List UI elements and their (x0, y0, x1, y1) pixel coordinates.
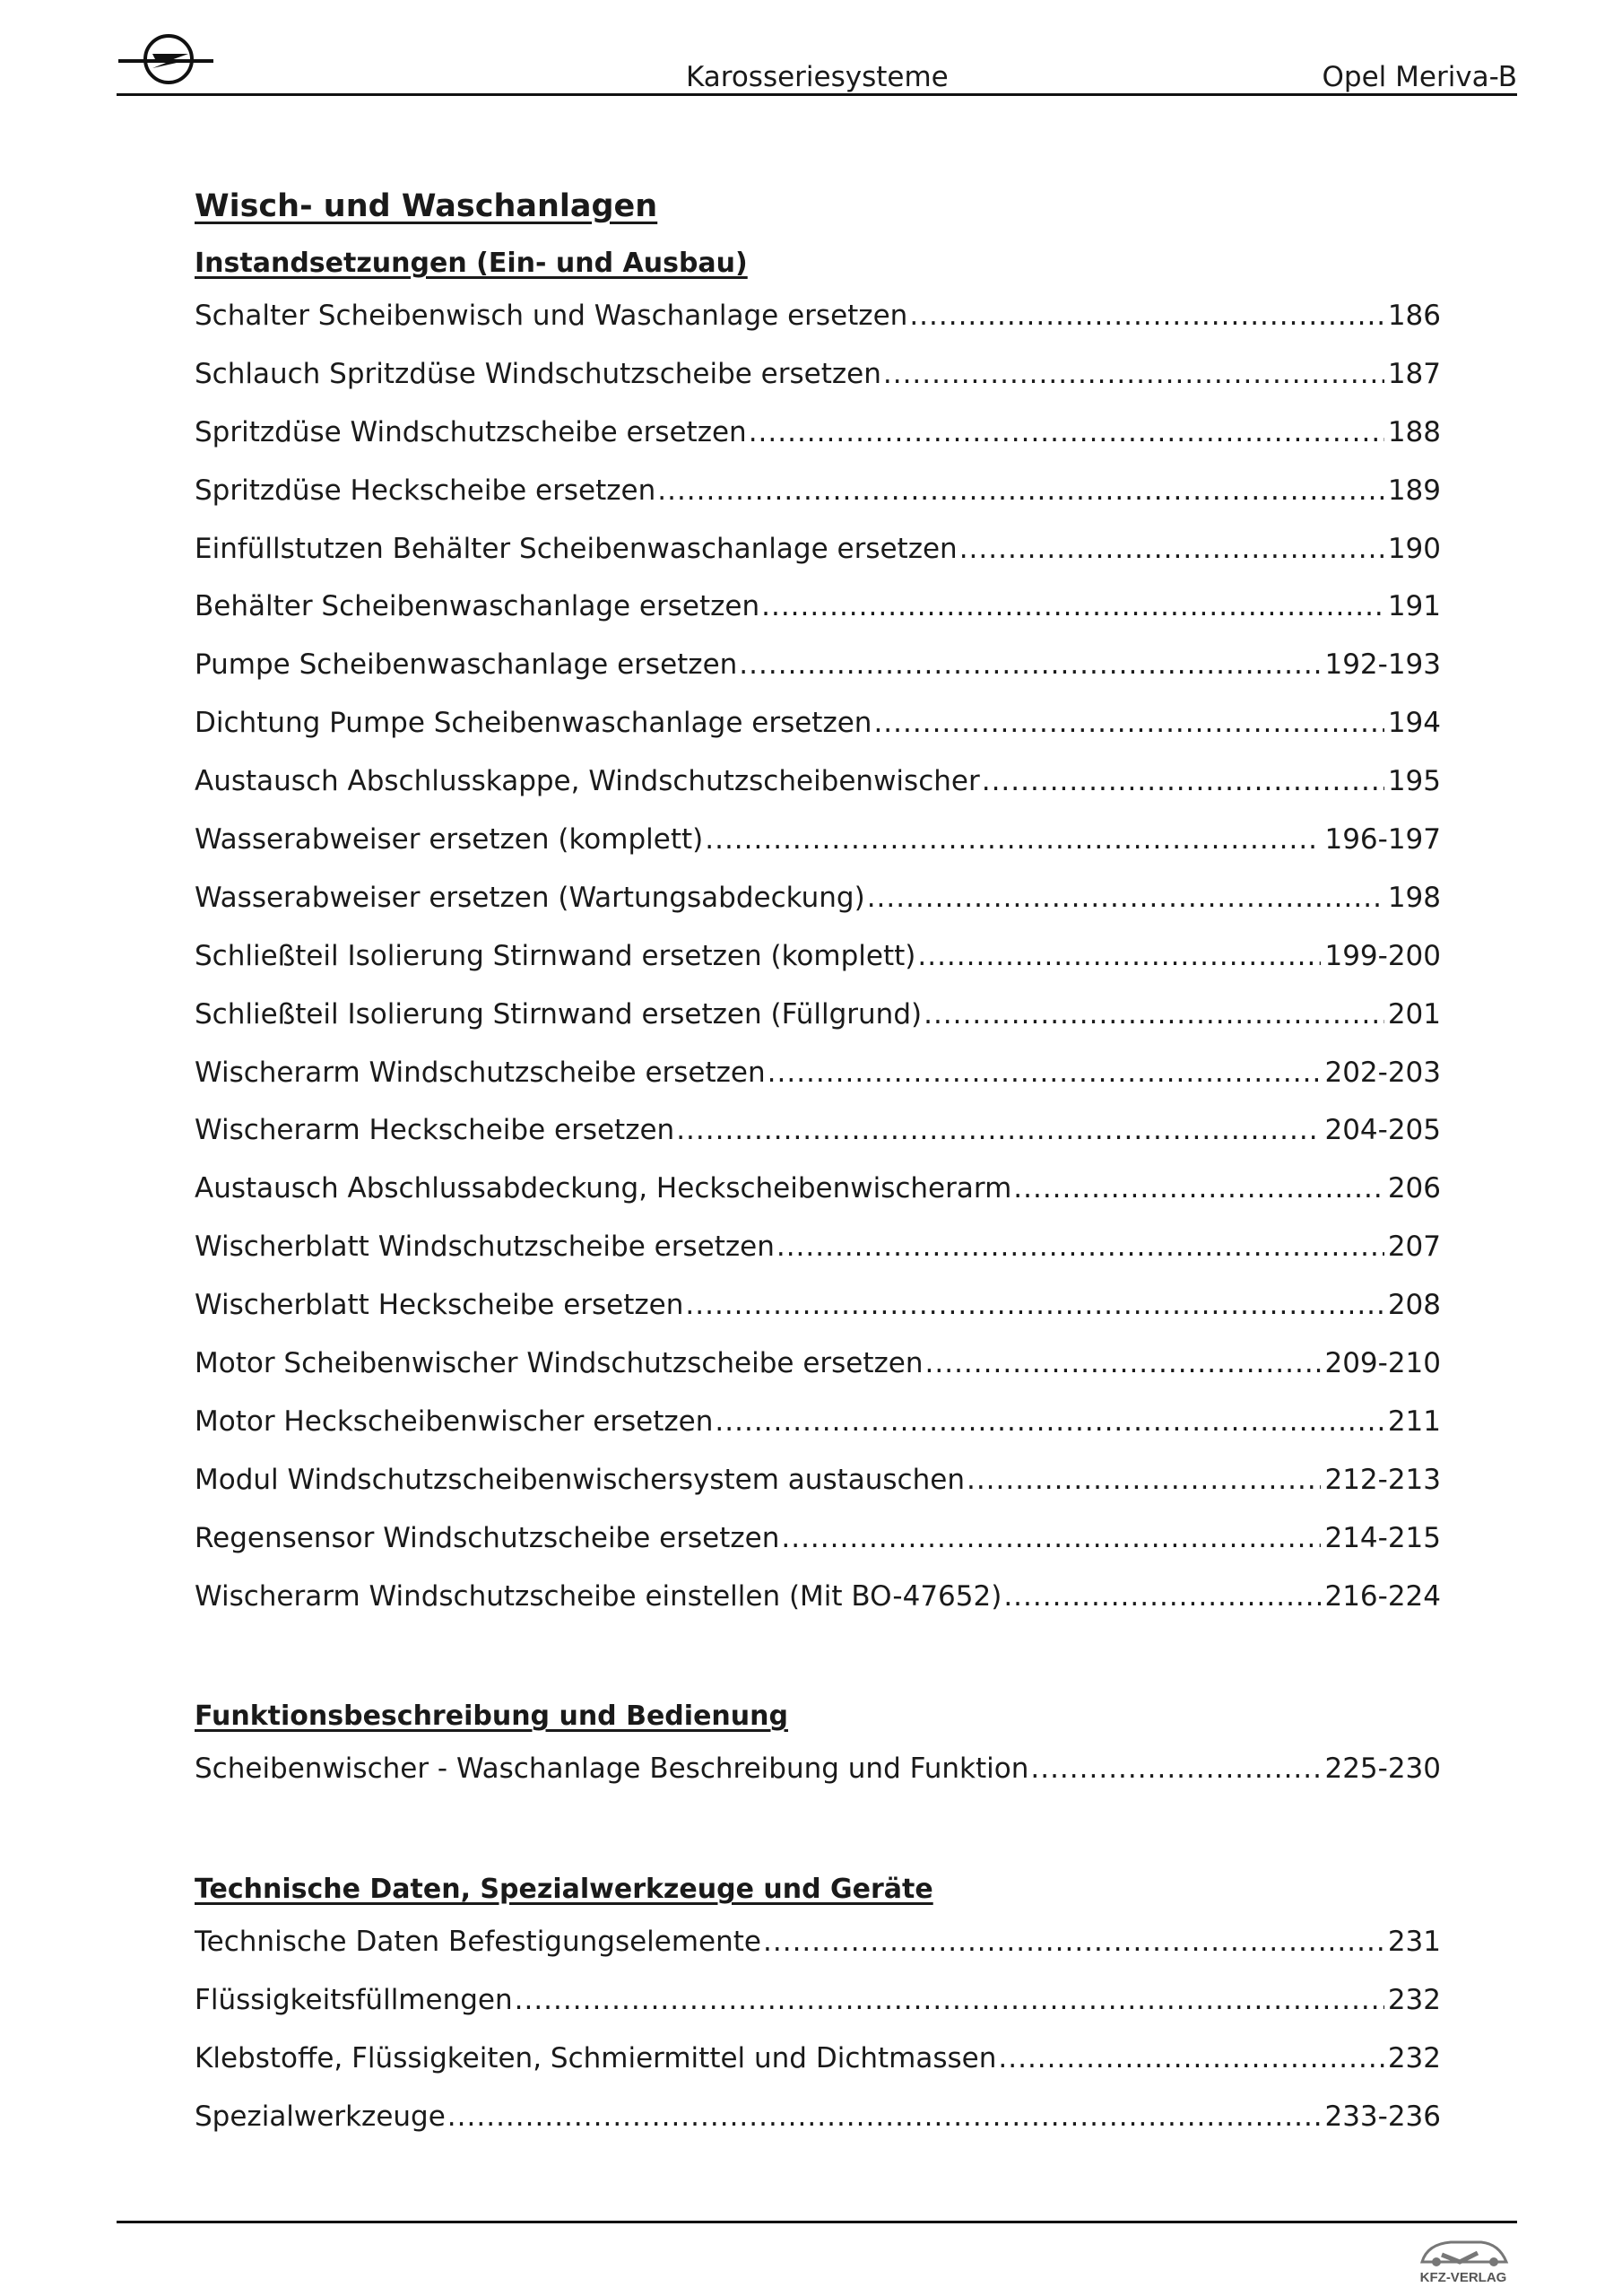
header-divider (117, 93, 1517, 96)
toc-entry-title: Einfüllstutzen Behälter Scheibenwaschanlage ersetzen (195, 532, 958, 565)
toc-entry-page: 194 (1387, 707, 1441, 740)
toc-entry-title: Scheibenwischer - Waschanlage Beschreibung und Funktion (195, 1752, 1029, 1786)
dot-leader (1013, 1172, 1384, 1205)
toc-list (195, 1926, 1441, 2159)
dot-leader (739, 648, 1321, 681)
footer-logo-text: KFZ-VERLAG (1419, 2270, 1507, 2285)
toc-entry-title: Behälter Scheibenwaschanlage ersetzen (195, 590, 760, 623)
header-title: Karosseriesysteme (686, 61, 949, 93)
toc-entry-page: 231 (1387, 1926, 1441, 1959)
dot-leader (925, 1347, 1322, 1379)
toc-entry[interactable] (195, 1464, 1441, 1522)
dot-leader (776, 1231, 1384, 1263)
toc-entry-title: Modul Windschutzscheibenwischersystem austauschen (195, 1463, 965, 1496)
toc-entry-title: Schlauch Spritzdüse Windschutzscheibe ersetzen (195, 357, 881, 390)
toc-entry[interactable] (195, 1752, 1441, 1811)
toc-entry[interactable] (195, 300, 1441, 358)
dot-leader (761, 590, 1384, 622)
toc-entry-page: 186 (1387, 300, 1441, 332)
page-header (117, 27, 1517, 95)
toc-entry-page: 201 (1387, 997, 1441, 1031)
toc-entry-page: 196-197 (1324, 823, 1441, 857)
dot-leader (515, 1984, 1384, 2016)
dot-leader (768, 1057, 1322, 1089)
toc-entry[interactable] (195, 998, 1441, 1057)
toc-entry-page: 233-236 (1324, 2100, 1441, 2134)
toc-entry-title: Regensensor Windschutzscheibe ersetzen (195, 1521, 780, 1554)
toc-entry[interactable] (195, 823, 1441, 882)
dot-leader (781, 1522, 1321, 1554)
toc-entry-title: Pumpe Scheibenwaschanlage ersetzen (195, 648, 738, 682)
dot-leader (705, 823, 1321, 856)
toc-entry[interactable] (195, 533, 1441, 591)
toc-entry-page: 207 (1387, 1231, 1441, 1264)
toc-entry[interactable] (195, 1057, 1441, 1115)
toc-entry[interactable] (195, 1231, 1441, 1289)
toc-entry-page: 211 (1387, 1405, 1441, 1438)
toc-entry-page: 187 (1387, 357, 1441, 390)
toc-entry[interactable] (195, 1984, 1441, 2042)
section-title: Funktionsbeschreibung und Bedienung (195, 1700, 788, 1733)
dot-leader (959, 533, 1384, 565)
dot-leader (867, 882, 1384, 914)
toc-entry[interactable] (195, 474, 1441, 533)
dot-leader (967, 1464, 1322, 1496)
header-model: Opel Meriva-B (1322, 61, 1517, 93)
toc-entry-page: 192-193 (1324, 648, 1441, 682)
toc-entry-page: 216-224 (1324, 1579, 1441, 1613)
toc-entry[interactable] (195, 2100, 1441, 2159)
toc-list (195, 1752, 1441, 1811)
toc-list (195, 300, 1441, 1638)
toc-entry[interactable] (195, 940, 1441, 998)
toc-entry-title: Wischerarm Windschutzscheibe ersetzen (195, 1056, 766, 1089)
toc-entry[interactable] (195, 1405, 1441, 1464)
toc-entry-title: Wasserabweiser ersetzen (Wartungsabdeckung) (195, 881, 865, 914)
toc-entry-title: Wischerarm Windschutzscheibe einstellen (Mit BO-47652) (195, 1579, 1002, 1613)
page-title: Wisch- und Waschanlagen (195, 188, 658, 224)
dot-leader (1003, 1580, 1321, 1613)
toc-entry-title: Spritzdüse Windschutzscheibe ersetzen (195, 415, 747, 448)
section-title: Instandsetzungen (Ein- und Ausbau) (195, 248, 748, 279)
opel-blitz-logo-icon (117, 27, 215, 90)
toc-entry[interactable] (195, 1580, 1441, 1639)
dot-leader (749, 416, 1384, 448)
dot-leader (917, 940, 1321, 972)
section-spacer (195, 1811, 1441, 1868)
dot-leader (873, 707, 1383, 739)
toc-entry-page: 212-213 (1324, 1463, 1441, 1496)
toc-entry-page: 232 (1387, 2042, 1441, 2075)
toc-entry-title: Wischerarm Heckscheibe ersetzen (195, 1114, 675, 1147)
toc-entry-title: Spezialwerkzeuge (195, 2100, 446, 2134)
toc-entry-page: 198 (1387, 881, 1441, 914)
toc-entry[interactable] (195, 1172, 1441, 1231)
dot-leader (998, 2042, 1383, 2074)
toc-entry-page: 209-210 (1324, 1347, 1441, 1380)
dot-leader (909, 300, 1384, 332)
toc-entry-title: Schließteil Isolierung Stirnwand ersetzen (Füllgrund) (195, 997, 923, 1031)
dot-leader (676, 1114, 1321, 1146)
toc-entry-title: Flüssigkeitsfüllmengen (195, 1984, 513, 2017)
toc-entry[interactable] (195, 1289, 1441, 1347)
dot-leader (447, 2100, 1322, 2133)
toc-entry-title: Motor Scheibenwischer Windschutzscheibe ersetzen (195, 1347, 924, 1380)
toc-entry[interactable] (195, 648, 1441, 707)
toc-entry-title: Schließteil Isolierung Stirnwand ersetzen (komplett) (195, 939, 916, 972)
dot-leader (763, 1926, 1384, 1958)
toc-entry[interactable] (195, 882, 1441, 940)
toc-entry[interactable] (195, 2042, 1441, 2100)
toc-entry[interactable] (195, 1926, 1441, 1984)
toc-entry-title: Wasserabweiser ersetzen (komplett) (195, 823, 704, 857)
toc-entry-title: Wischerblatt Heckscheibe ersetzen (195, 1289, 684, 1322)
toc-entry-page: 204-205 (1324, 1114, 1441, 1147)
toc-entry[interactable] (195, 1347, 1441, 1405)
toc-entry-page: 190 (1387, 532, 1441, 565)
toc-entry-page: 202-203 (1324, 1056, 1441, 1089)
toc-entry-title: Technische Daten Befestigungselemente (195, 1926, 762, 1959)
toc-entry-title: Schalter Scheibenwisch und Waschanlage ersetzen (195, 300, 908, 332)
toc-entry-page: 206 (1387, 1172, 1441, 1205)
toc-entry-title: Spritzdüse Heckscheibe ersetzen (195, 474, 656, 507)
toc-entry-title: Austausch Abschlussabdeckung, Heckscheibenwischerarm (195, 1172, 1012, 1205)
toc-entry-page: 191 (1387, 590, 1441, 623)
dot-leader (982, 765, 1384, 797)
dot-leader (657, 474, 1384, 507)
toc-entry-page: 232 (1387, 1984, 1441, 2017)
toc-entry-page: 188 (1387, 415, 1441, 448)
toc-entry[interactable] (195, 707, 1441, 765)
toc-entry-page: 208 (1387, 1289, 1441, 1322)
section-title: Technische Daten, Spezialwerkzeuge und Geräte (195, 1874, 933, 1906)
dot-leader (924, 998, 1384, 1031)
toc-entry-page: 214-215 (1324, 1521, 1441, 1554)
toc-entry-title: Klebstoffe, Flüssigkeiten, Schmiermittel und Dichtmassen (195, 2042, 997, 2075)
kfz-verlag-logo (1409, 2231, 1517, 2292)
toc-entry-page: 199-200 (1324, 939, 1441, 972)
toc-content (195, 188, 1441, 2159)
toc-entry-title: Dichtung Pumpe Scheibenwaschanlage ersetzen (195, 707, 872, 740)
toc-entry[interactable] (195, 1522, 1441, 1580)
dot-leader (883, 358, 1384, 390)
toc-entry[interactable] (195, 1114, 1441, 1172)
toc-sections (195, 242, 1441, 2159)
toc-entry-page: 225-230 (1324, 1752, 1441, 1786)
toc-entry-title: Motor Heckscheibenwischer ersetzen (195, 1405, 714, 1438)
section-spacer (195, 1638, 1441, 1695)
toc-entry[interactable] (195, 416, 1441, 474)
dot-leader (1030, 1752, 1321, 1785)
toc-entry[interactable] (195, 590, 1441, 648)
kfz-verlag-logo-icon (1409, 2231, 1517, 2292)
dot-leader (715, 1405, 1383, 1438)
toc-entry-title: Austausch Abschlusskappe, Windschutzscheibenwischer (195, 765, 980, 798)
footer-divider (117, 2221, 1517, 2223)
toc-entry-title: Wischerblatt Windschutzscheibe ersetzen (195, 1231, 775, 1264)
dot-leader (685, 1289, 1383, 1321)
toc-entry[interactable] (195, 358, 1441, 416)
toc-entry-page: 195 (1387, 765, 1441, 798)
toc-entry[interactable] (195, 765, 1441, 823)
toc-entry-page: 189 (1387, 474, 1441, 507)
